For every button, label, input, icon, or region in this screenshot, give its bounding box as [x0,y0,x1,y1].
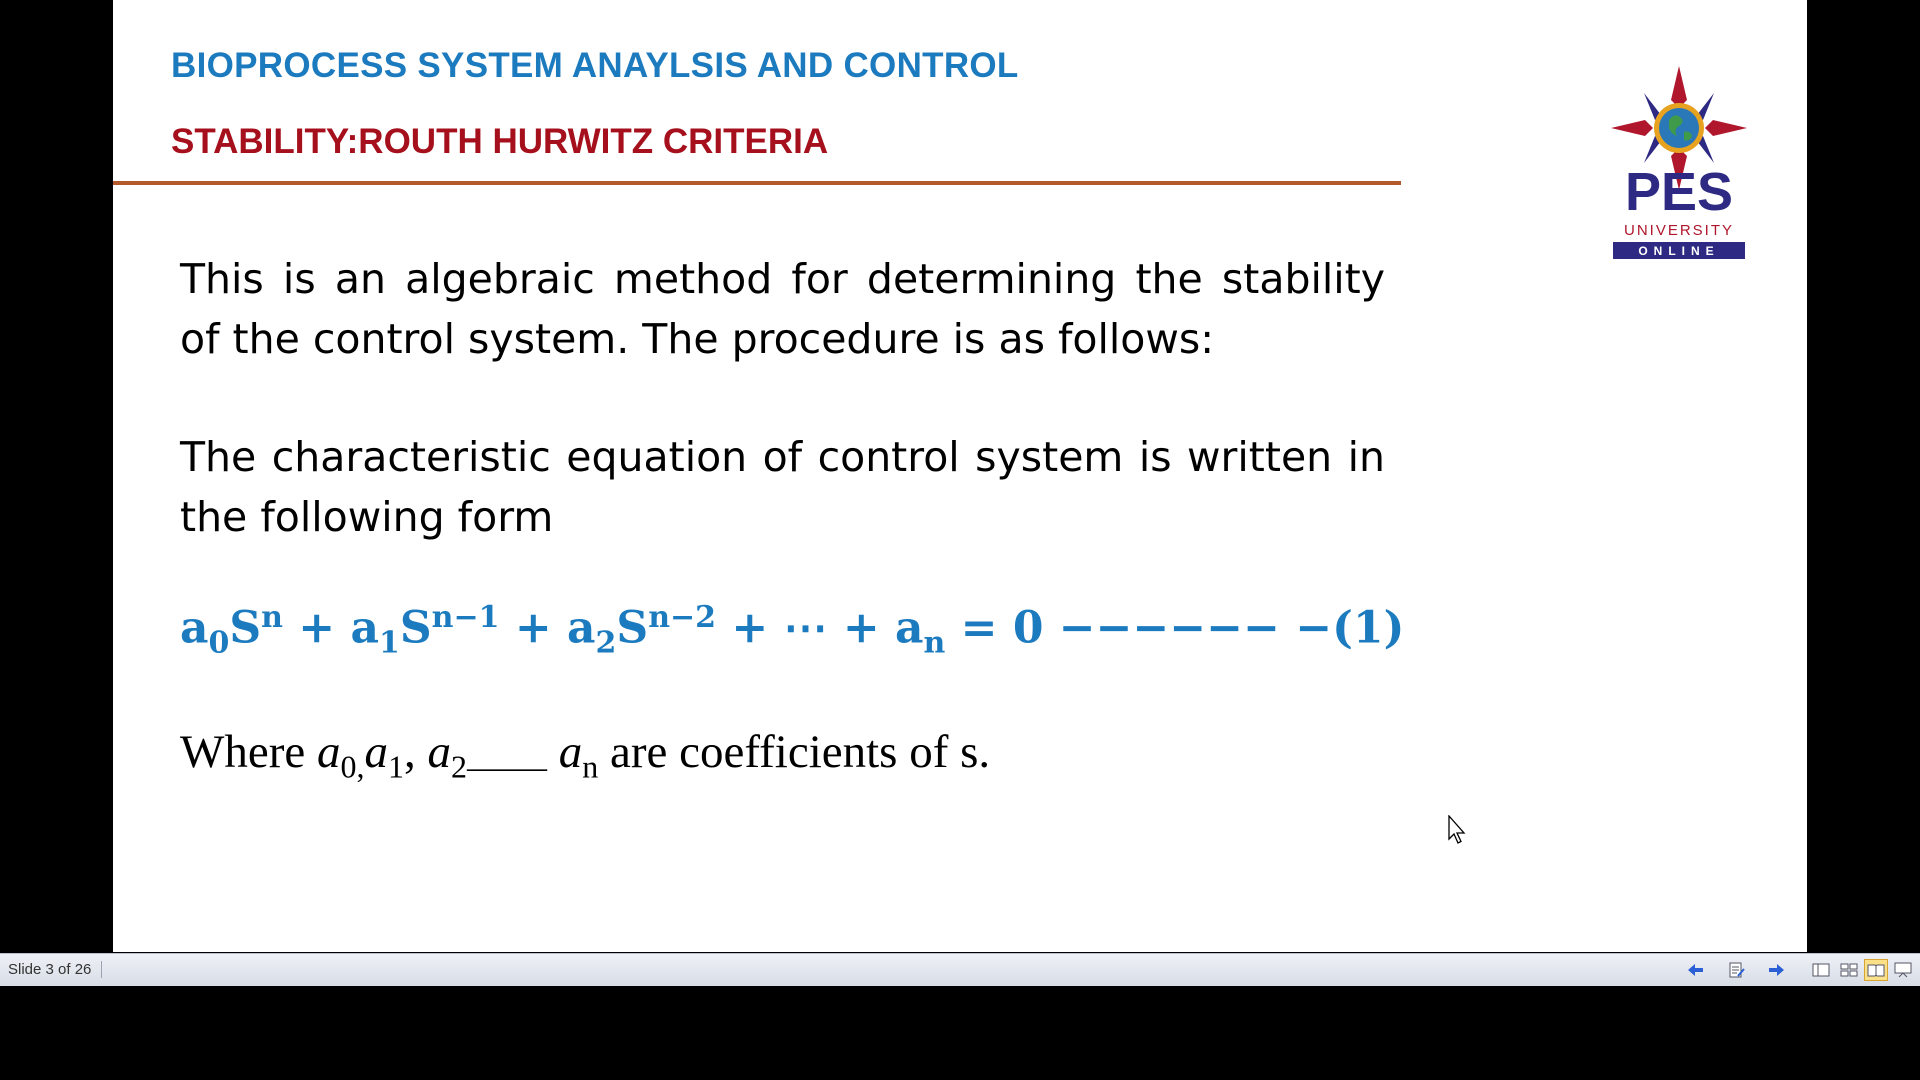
pes-university-logo [1589,60,1769,270]
mouse-cursor-icon [1447,815,1467,845]
previous-icon[interactable] [1685,960,1707,980]
intro-paragraph: This is an algebraic method for determining the stability of the control system. The procedure is as follows: [180,255,1385,363]
title-divider [113,181,1401,185]
characteristic-equation: $a_0S^n + a_1S^{n-1} + a_2S^{n-2}$ + ⋯ + $a_n = 0$ −−−−−− −(1) [180,600,1405,661]
reading-view-icon[interactable] [1864,959,1888,981]
slideshow-icon[interactable] [1892,960,1914,980]
slide-title: BIOPROCESS SYSTEM ANAYLSIS AND CONTROL [171,46,1019,85]
slide-subtitle: STABILITY:ROUTH HURWITZ CRITERIA [171,122,829,161]
next-icon[interactable] [1765,960,1787,980]
logo-university-text: UNIVERSITY [1623,222,1735,239]
coefficients-statement: Where $a_{0,}a_1$, $a_{2-----}$ $a_n$ are coefficients of s. [180,726,991,785]
logo-wordmark: PES [1624,162,1734,222]
notes-icon[interactable] [1726,960,1748,980]
slide-sorter-icon[interactable] [1838,960,1860,980]
slide-canvas [113,0,1807,952]
characteristic-paragraph: The characteristic equation of control system is written in the following form [180,433,1385,541]
normal-view-icon[interactable] [1810,960,1832,980]
logo-online-text: ONLINE [1638,244,1720,258]
status-bar [0,953,1920,986]
slide-indicator: Slide 3 of 26 [8,961,102,978]
